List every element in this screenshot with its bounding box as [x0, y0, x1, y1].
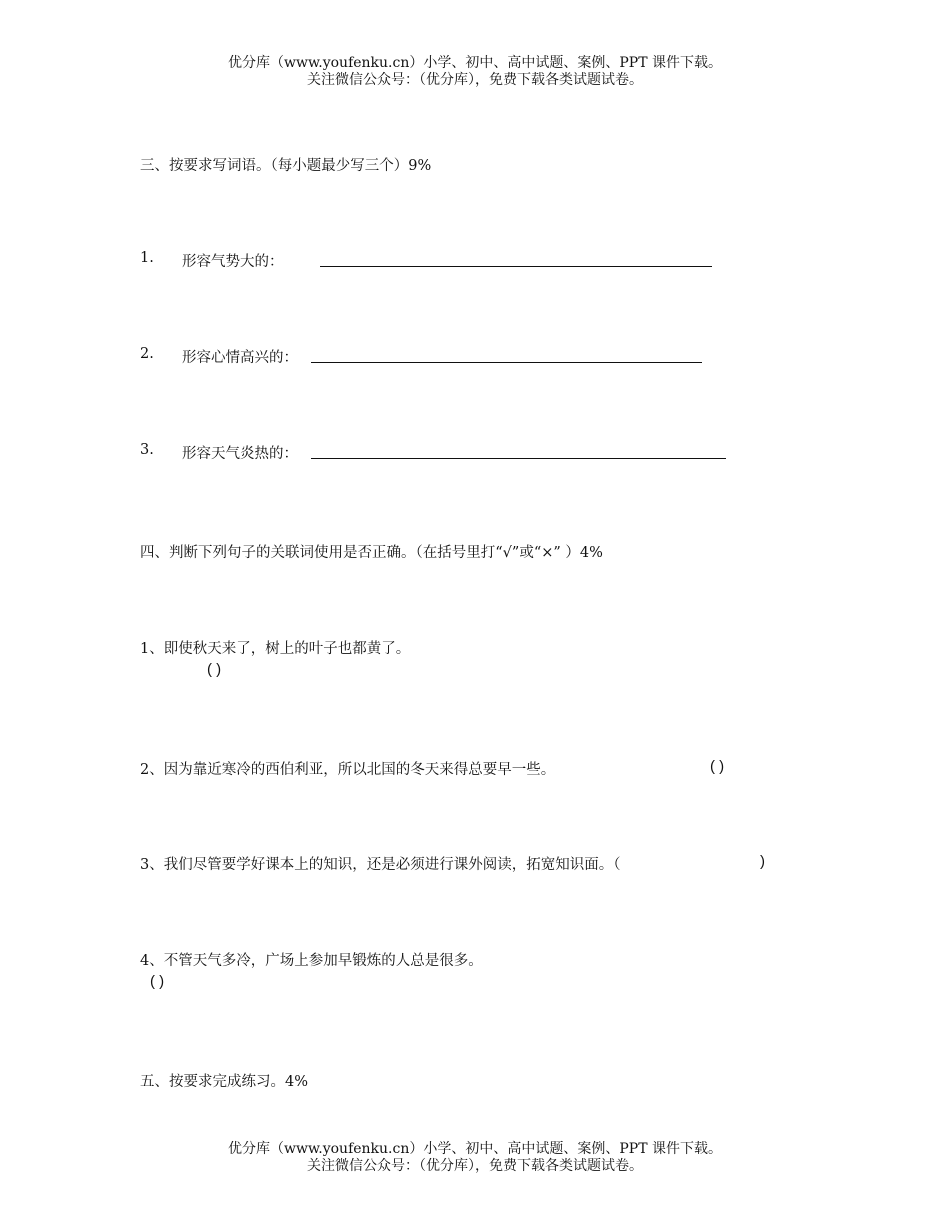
section-3-item-1-label: 形容气势大的： — [182, 254, 284, 270]
footer-line-1: 优分库（www.youfenku.cn）小学、初中、高中试题、案例、PPT 课件下载。 — [227, 1141, 722, 1157]
section-3-item-2-number: 2. — [140, 346, 154, 362]
section-4-item-2-answer-paren[interactable]: ( ) — [710, 758, 725, 775]
header-line-2: 关注微信公众号：（优分库），免费下载各类试题试卷。 — [307, 72, 643, 88]
section-3-title: 三、按要求写词语。（每小题最少写三个）9% — [140, 158, 432, 174]
page-footer — [0, 1141, 950, 1175]
section-3-item-3-label: 形容天气炎热的： — [182, 446, 298, 462]
section-4-item-4-answer-paren[interactable]: ( ) — [150, 973, 165, 990]
answer-line-3[interactable] — [311, 458, 726, 459]
section-4-item-3-answer-paren[interactable]: ) — [760, 853, 765, 870]
section-4-title: 四、判断下列句子的关联词使用是否正确。（在括号里打“√”或“×” ）4% — [140, 545, 603, 561]
section-3-item-1-number: 1. — [140, 250, 154, 266]
section-4-item-3-text: 3、我们尽管要学好课本上的知识，还是必须进行课外阅读，拓宽知识面。（ — [140, 857, 621, 873]
page-header — [0, 55, 950, 89]
section-3-item-3-number: 3. — [140, 442, 154, 458]
header-line-1: 优分库（www.youfenku.cn）小学、初中、高中试题、案例、PPT 课件下载。 — [227, 55, 722, 71]
section-4-item-1-text: 1、即使秋天来了，树上的叶子也都黄了。 — [140, 641, 411, 657]
section-5-title: 五、按要求完成练习。4% — [140, 1074, 309, 1090]
section-4-item-1-answer-paren[interactable]: ( ) — [207, 661, 222, 678]
section-4-item-4-text: 4、不管天气多冷，广场上参加早锻炼的人总是很多。 — [140, 953, 483, 969]
answer-line-1[interactable] — [320, 266, 712, 267]
footer-line-2: 关注微信公众号：（优分库），免费下载各类试题试卷。 — [307, 1158, 643, 1174]
answer-line-2[interactable] — [311, 362, 702, 363]
section-4-item-2-text: 2、因为靠近寒冷的西伯利亚，所以北国的冬天来得总要早一些。 — [140, 762, 556, 778]
section-3-item-2-label: 形容心情高兴的： — [182, 350, 298, 366]
